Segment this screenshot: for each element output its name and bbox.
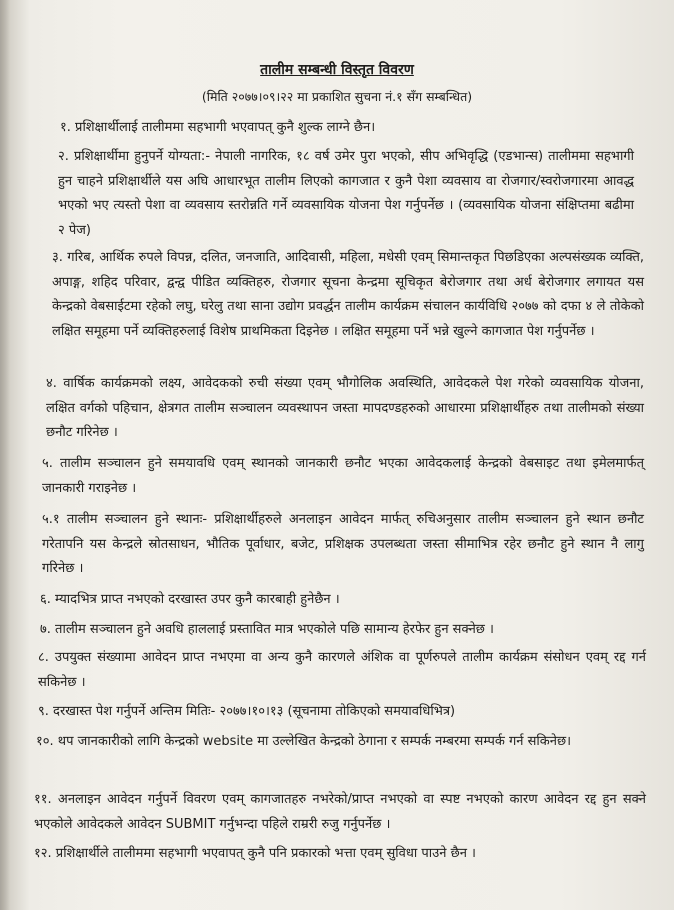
list-item-5 <box>42 452 644 501</box>
item-number: १. <box>60 120 71 135</box>
document-title-text: तालीम सम्बन्धी विस्तृत विवरण <box>260 62 414 78</box>
list-item-2 <box>58 145 634 243</box>
item-text: उपयुक्त संख्यामा आवेदन प्राप्त नभएमा वा अन्य कुनै कारणले अंशिक वा पूर्णरुपले तालीम कार्यक्रम संसोधन एवम् रद्द गर्न सकिनेछ । <box>38 650 646 690</box>
item-number: २. <box>58 149 69 164</box>
item-text: म्यादभित्र प्राप्त नभएको दरखास्त उपर कुनै कारबाही हुनेछैन । <box>55 592 340 607</box>
item-text: तालीम सञ्चालन हुने स्थानः- प्रशिक्षार्थीहरुले अनलाइन आवेदन मार्फत् रुचिअनुसार तालीम सञ्चालन हुने स्थान छनौट गरेतापनि यस केन्द्रले स्रोतसाधन, भौतिक पूर्वाधार, बजेट, प्रशिक्षक उपलब्धता जस्ता सीमाभित्र रहेर छनौट हुने स्थान नै लागु गरिनेछ । <box>42 512 644 576</box>
item-number: १२. <box>34 846 52 861</box>
item-number: ८. <box>38 650 49 665</box>
item-number: ११. <box>34 792 52 807</box>
document-title <box>0 60 674 79</box>
item-number: ३. <box>52 250 63 265</box>
list-item-5-1 <box>42 508 644 582</box>
list-item-12 <box>34 842 646 867</box>
item-number: ७. <box>40 622 51 637</box>
list-item-11 <box>34 788 646 837</box>
list-item-7 <box>40 618 644 643</box>
item-text: दरखास्त पेश गर्नुपर्ने अन्तिम मितिः- २०७७।१०।१३ (सूचनामा तोकिएको समयावधिभित्र) <box>53 704 456 719</box>
list-item-6 <box>40 588 644 613</box>
list-item-3 <box>52 246 644 344</box>
document-subtitle: (मिति २०७७।०९।२२ मा प्रकाशित सुचना नं.१ सँग सम्बन्धित) <box>201 89 473 104</box>
item-number: ५. <box>42 456 53 471</box>
item-text: थप जानकारीको लागि केन्द्रको website मा उल्लेखित केन्द्रको ठेगाना र सम्पर्क नम्बरमा सम्पर्क गर्न सकिनेछ। <box>57 734 572 749</box>
item-number: ९. <box>38 704 49 719</box>
item-text: प्रशिक्षार्थीमा हुनुपर्ने योग्यता:- नेपाली नागरिक, १८ वर्ष उमेर पुरा भएको, सीप अभिवृद्धि (एडभान्स) तालीममा सहभागी हुन चाहने प्रशिक्षार्थीले यस अघि आधारभूत तालीम लिएको कागजात र कुनै पेशा व्यवसाय वा रोजगार/स्वरोजगारमा आवद्ध भएको भए त्यस्तो पेशा वा व्यवसाय स्तरोन्नति गर्ने व्यवसायिक योजना पेश गर्नुपर्नेछ । (व्यवसायिक योजना संक्षिप्तमा बढीमा २ पेज) <box>58 149 634 238</box>
item-text: अनलाइन आवेदन गर्नुपर्ने विवरण एवम् कागजातहरु नभरेको/प्राप्त नभएको वा स्पष्ट नभएको कारण आवेदन रद्द हुन सक्ने भएकोले आवेदकले आवेदन SUBMIT गर्नुभन्दा पहिले राम्ररी रुजु गर्नुपर्नेछ । <box>34 792 646 832</box>
item-number: ४. <box>46 376 57 391</box>
list-item-9 <box>38 700 646 725</box>
item-text: वार्षिक कार्यक्रमको लक्ष्य, आवेदकको रुची संख्या एवम् भौगोलिक अवस्थिति, आवेदकले पेश गरेको व्यवसायिक योजना, लक्षित वर्गको पहिचान, क्षेत्रगत तालीम सञ्चालन व्यवस्थापन जस्ता मापदण्डहरुको आधारमा प्रशिक्षार्थीहरु तथा तालीमको संख्या छनौट गरिनेछ । <box>46 376 644 440</box>
item-text: तालीम सञ्चालन हुने अवधि हाललाई प्रस्तावित मात्र भएकोले पछि सामान्य हेरफेर हुन सक्नेछ । <box>55 622 494 637</box>
list-item-10 <box>36 730 646 755</box>
list-item-8 <box>38 646 646 695</box>
item-text: प्रशिक्षार्थीलाई तालीममा सहभागी भएवापत् कुनै शुल्क लाग्ने छैन। <box>75 120 376 135</box>
list-item-1 <box>60 116 620 141</box>
item-text: तालीम सञ्चालन हुने समयावधि एवम् स्थानको जानकारी छनौट भएका आवेदकलाई केन्द्रको वेबसाइट तथा इमेलमार्फत् जानकारी गराइनेछ । <box>42 456 644 496</box>
item-number: १०. <box>36 734 54 749</box>
item-text: गरिब, आर्थिक रुपले विपन्न, दलित, जनजाति, आदिवासी, महिला, मधेसी एवम् सिमान्तकृत पिछडिएका अल्पसंख्यक व्यक्ति, अपाङ्ग, शहिद परिवार, द्वन्द्व पीडित व्यक्तिहरु, रोजगार सूचना केन्द्रमा सूचिकृत बेरोजगार तथा अर्ध बेरोजगार लगायत यस केन्द्रको वेबसाईटमा रहेको लघु, घरेलु तथा साना उद्योग प्रवर्द्धन तालीम कार्यक्रम संचालन कार्यविधि २०७७ को दफा ४ ले तोकेको लक्षित समूहमा पर्ने व्यक्तिहरुलाई विशेष प्राथमिकता दिइनेछ । लक्षित समूहमा पर्ने भन्ने खुल्ने कागजात पेश गर्नुपर्नेछ । <box>52 250 644 339</box>
list-item-4 <box>46 372 644 446</box>
item-number: ६. <box>40 592 51 607</box>
item-text: प्रशिक्षार्थीले तालीममा सहभागी भएवापत् कुनै पनि प्रकारको भत्ता एवम् सुविधा पाउने छैन । <box>55 846 476 861</box>
item-number: ५.१ <box>42 512 60 527</box>
